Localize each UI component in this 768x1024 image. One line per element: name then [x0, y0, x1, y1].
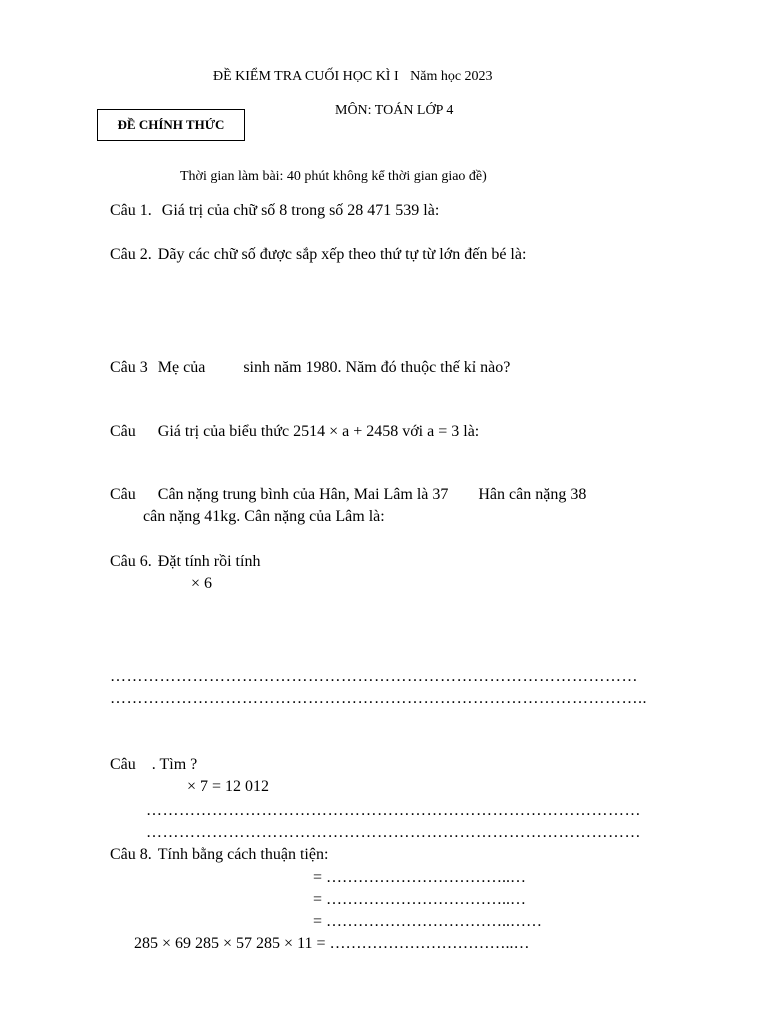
question-6-expression: × 6	[191, 575, 213, 592]
time-note: Thời gian làm bài: 40 phút không kể thời gian giao đề)	[180, 169, 487, 184]
working-line-1: = ……………………………..…	[313, 869, 527, 886]
question-1	[110, 202, 439, 220]
question-7	[110, 756, 197, 774]
question-text: Giá trị của biểu thức 2514 × a + 2458 với a = 3 là:	[157, 423, 480, 440]
official-exam-box	[97, 109, 245, 141]
subject-line: MÔN: TOÁN LỚP 4	[335, 103, 454, 118]
question-label: Câu	[110, 486, 136, 503]
question-label: Câu 1.	[110, 202, 152, 219]
question-5-continued: cân nặng 41kg. Cân nặng của Lâm là:	[143, 508, 385, 525]
question-text-part-b: sinh năm 1980. Năm đó thuộc thế kỉ nào?	[243, 359, 511, 376]
question-text-part-a: Cân nặng trung bình của Hân, Mai Lâm là 37	[157, 486, 449, 503]
school-year: Năm học 2023	[410, 69, 493, 84]
question-label: Câu 6.	[110, 553, 152, 570]
question-text: Đặt tính rồi tính	[157, 553, 261, 570]
answer-dotted-line: ……………………………………………………………………………………	[110, 668, 638, 685]
answer-dotted-line: ………………………………………………………………………………	[146, 802, 641, 819]
question-label: Câu	[110, 423, 136, 440]
answer-dotted-line: ………………………………………………………………………………	[146, 824, 641, 841]
working-line-3: = ……………………………..……	[313, 913, 543, 930]
question-text: . Tìm ?	[151, 756, 198, 773]
official-label: ĐỀ CHÍNH THỨC	[117, 117, 225, 132]
working-line-2: = ……………………………..…	[313, 891, 527, 908]
question-label: Câu	[110, 756, 136, 773]
question-label: Câu 2.	[110, 246, 152, 263]
question-text: Tính bằng cách thuận tiện:	[157, 846, 329, 863]
question-4	[110, 423, 479, 441]
question-text: Dãy các chữ số được sắp xếp theo thứ tự từ lớn đến bé là:	[157, 246, 527, 263]
question-text-part-b: Hân cân nặng 38	[478, 486, 587, 503]
question-text-part-a: Mẹ của	[157, 359, 206, 376]
question-8	[110, 846, 328, 864]
exam-title	[213, 69, 493, 85]
question-label: Câu 8.	[110, 846, 152, 863]
question-8-expression: 285 × 69 285 × 57 285 × 11 = ……………………………..…	[134, 935, 530, 952]
question-3	[110, 359, 510, 377]
question-text: Giá trị của chữ số 8 trong số 28 471 539 là:	[161, 202, 440, 219]
question-7-expression: × 7 = 12 012	[187, 778, 270, 795]
question-2	[110, 246, 526, 264]
question-label: Câu 3	[110, 359, 148, 376]
answer-dotted-line: ……………………………………………………………………………………..	[110, 690, 647, 707]
question-6	[110, 553, 260, 571]
question-5	[110, 486, 586, 504]
exam-title-text: ĐỀ KIỂM TRA CUỐI HỌC KÌ I	[213, 69, 399, 84]
